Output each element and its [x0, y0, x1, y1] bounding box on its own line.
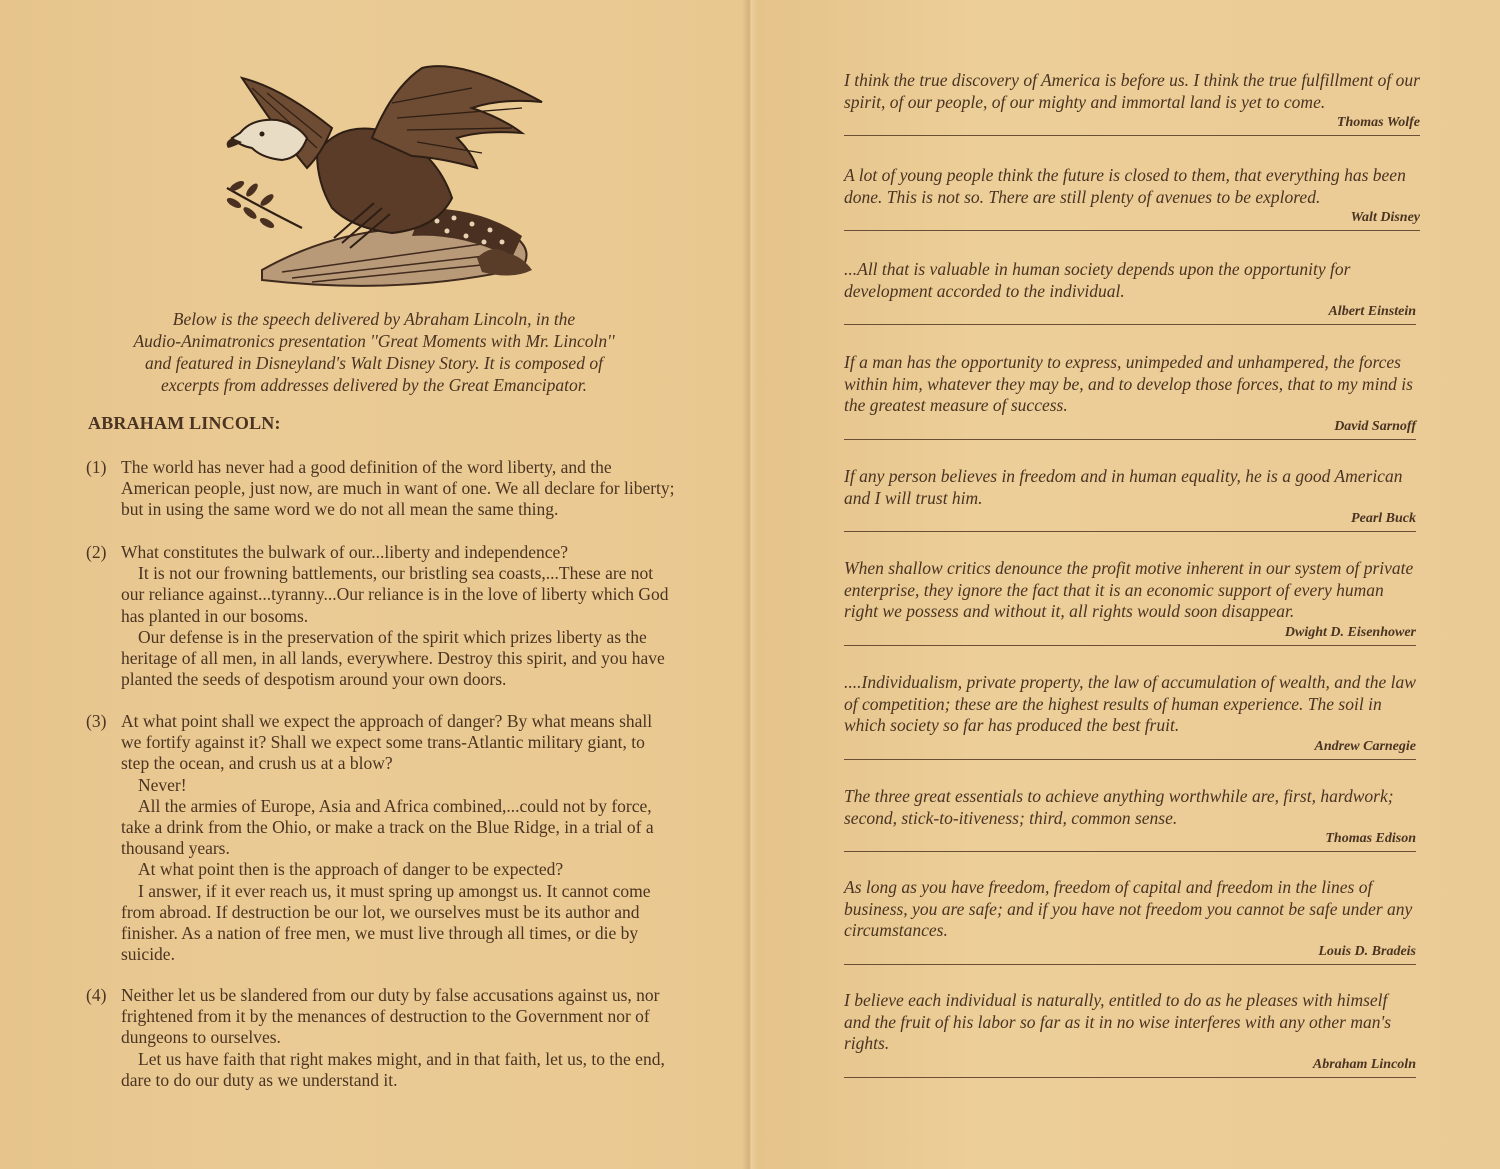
quote-block: [844, 786, 1416, 852]
quote-text: The three great essentials to achieve anything worthwhile are, first, hardwork; second, stick-to-itiveness; third, common sense.: [844, 786, 1394, 828]
paragraph-text: Neither let us be slandered from our duty by false accusations against us, nor frightened from it by the menances of destruction to the Government nor of dungeons to ourselves.: [121, 985, 660, 1048]
quote-author: Thomas Wolfe: [1336, 115, 1420, 130]
paragraph-text: At what point then is the approach of danger to be expected?: [138, 859, 564, 880]
quote-author: David Sarnoff: [1334, 418, 1416, 434]
paragraph-number: (2): [86, 542, 107, 562]
paragraph-text: What constitutes the bulwark of our...liberty and independence?: [121, 542, 569, 562]
quote-block: [844, 466, 1416, 532]
divider: [844, 964, 1416, 965]
quote-author: Albert Einstein: [1328, 304, 1416, 319]
quote-block: [844, 672, 1416, 760]
quote-block: [844, 259, 1416, 325]
divider: [844, 135, 1420, 136]
paragraph-text: At what point shall we expect the approach of danger? By what means shall we fortify against it? Shall we expect some trans-Atlantic military giant, to step the ocean, and crush us at a blow?: [121, 711, 653, 774]
divider: [844, 851, 1416, 852]
quote-author: Pearl Buck: [1351, 511, 1416, 526]
paragraph-text: It is not our frowning battlements, our bristling sea coasts,...These are not our reliance against...tyranny...Our reliance is in the love of liberty which God has planted in our bosoms.: [121, 563, 669, 626]
divider: [844, 230, 1420, 231]
paragraph-text: Let us have faith that right makes might, and in that faith, let us, to the end, dare to do our duty as we understand it.: [121, 1048, 665, 1090]
divider: [844, 439, 1416, 440]
paragraph-text: I answer, if it ever reach us, it must spring up amongst us. It cannot come from abroad. If destruction be our lot, we ourselves must be its author and finisher. As a nation of free men, we must live through all times, or die by suicide.: [121, 880, 651, 965]
quote-author: Thomas Edison: [1325, 831, 1416, 846]
quote-block: [844, 558, 1416, 646]
quote-text: If a man has the opportunity to express, unimpeded and unhampered, the forces within him, whatever they may be, and to develop those forces, that to my mind is the greatest measure of success.: [844, 352, 1413, 415]
quote-text: I think the true discovery of America is before us. I think the true fulfillment of our spirit, of our people, of our mighty and immortal land is yet to come.: [844, 70, 1420, 112]
speech-paragraph: [86, 711, 676, 965]
paragraph-number: (4): [86, 985, 107, 1005]
quote-text: If any person believes in freedom and in human equality, he is a good American and I will trust him.: [844, 466, 1403, 508]
divider: [844, 645, 1416, 646]
page-fold: [742, 0, 758, 1169]
paragraph-text: Never!: [138, 774, 187, 795]
speech-paragraph: [86, 457, 676, 521]
paragraph-text: Our defense is in the preservation of the spirit which prizes liberty as the heritage of all men, in all lands, everywhere. Destroy this spirit, and you have planted the seeds of despotism around your own doors.: [121, 626, 665, 690]
paragraph-text: The world has never had a good definition of the word liberty, and the American people, just now, are much in want of one. We all declare for liberty; but in using the same word we do not all mean the same thing.: [121, 457, 675, 520]
quote-text: As long as you have freedom, freedom of capital and freedom in the lines of business, you are safe; and if you have not freedom you cannot be safe under any circumstances.: [844, 877, 1413, 940]
quote-block: [844, 165, 1420, 231]
paragraph-number: (1): [86, 457, 107, 477]
quote-text: I believe each individual is naturally, entitled to do as he pleases with himself and the fruit of his labor so far as it in no wise interferes with any other man's rights.: [844, 990, 1392, 1053]
quote-author: Dwight D. Eisenhower: [1284, 624, 1416, 640]
paragraph-number: (3): [86, 711, 107, 731]
quote-author: Louis D. Bradeis: [1318, 943, 1416, 959]
intro-caption: Below is the speech delivered by Abraham Lincoln, in the Audio-Animatronics presentation ''Great Moments with Mr. Lincoln'' and featured in Disneyland's Walt Disney Story. It is composed of excerpts from addresses delivered by the Great Emancipator.: [133, 309, 615, 395]
quote-author: Abraham Lincoln: [1312, 1056, 1416, 1072]
paragraph-text: All the armies of Europe, Asia and Africa combined,...could not by force, take a drink from the Ohio, or make a track on the Blue Ridge, in a trial of a thousand years.: [121, 795, 654, 859]
quote-block: [844, 990, 1416, 1078]
speech-paragraph: [86, 542, 676, 690]
quote-block: [844, 70, 1420, 136]
quote-author: Walt Disney: [1350, 210, 1420, 225]
divider: [844, 1077, 1416, 1078]
quote-block: [844, 877, 1416, 965]
speech-paragraph: [86, 985, 676, 1091]
speech-heading: ABRAHAM LINCOLN:: [88, 413, 281, 433]
quote-text: When shallow critics denounce the profit motive inherent in our system of private enterprise, they ignore the fact that it is an economic support of every human right we possess and without it, all rights would soon disappear.: [844, 558, 1414, 621]
quote-text: ...All that is valuable in human society depends upon the opportunity for development accorded to the individual.: [844, 259, 1351, 301]
quote-text: A lot of young people think the future is closed to them, that everything has been done. This is not so. There are still plenty of avenues to be explored.: [844, 165, 1406, 207]
eagle-illustration: [222, 58, 552, 290]
divider: [844, 531, 1416, 532]
quote-block: [844, 352, 1416, 440]
quote-text: ....Individualism, private property, the law of accumulation of wealth, and the law of competition; these are the highest results of human experience. The soil in which society so far has produced the best fruit.: [844, 672, 1416, 735]
quote-author: Andrew Carnegie: [1314, 738, 1416, 754]
divider: [844, 759, 1416, 760]
divider: [844, 324, 1416, 325]
